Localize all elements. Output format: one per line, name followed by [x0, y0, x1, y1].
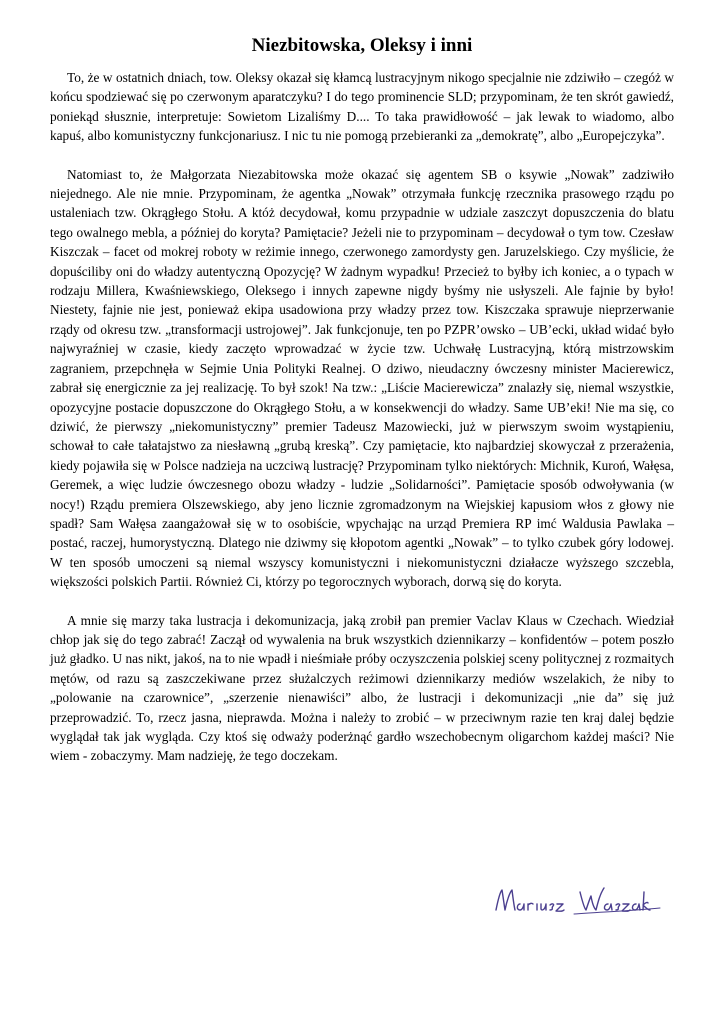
paragraph-1: To, że w ostatnich dniach, tow. Oleksy okazał się kłamcą lustracyjnym nikogo specjalnie nie zdziwiło – czegóż w końcu spodziewać się po czerwonym aparatczyku? I do tego prominencie SLD; przypominam, że ten skrót gawiedź, poniekąd słusznie, interpretuje: Sowietom Lizaliśmy D.... To taka prawidłowość – jak lewak to wiadomo, albo kapuś, albo komunistyczny funkcjonariusz. I nic tu nie pomogą przebieranki za „demokratę”, albo „Europejczyka”.	[50, 70, 674, 144]
document-title: Niezbitowska, Oleksy i inni	[251, 35, 473, 56]
paragraph-3: A mnie się marzy taka lustracja i dekomunizacja, jaką zrobił pan premier Vaclav Klaus w Czechach. Wiedział chłop jak się do tego zabrać! Zaczął od wywalenia na bruk wszystkich dziennikarzy – konfidentów – potem poszło już gładko. U nas nikt, jakoś, na to nie wpadł i nieśmiałe próby oczyszczenia polskiej sceny politycznej z rozmaitych mętów, od razu są zaszczekiwane przez służalczych reżimowi dziennikarzy mediów wszelakich, że niby to „polowanie na czarownice”, „szerzenie nienawiści” albo, że lustracji i dekomunizacji „nie da” się już przeprowadzić. To, rzecz jasna, nieprawda. Można i należy to zrobić – w przeciwnym razie ten kraj dalej będzie wyglądał tak jak wygląda. Czy ktoś się odważy poderżnąć gardło wszechobecnym oligarchom każdej maści? Nie wiem - zobaczymy. Mam nadzieję, że tego doczekam.	[50, 612, 674, 764]
handwritten-signature	[490, 870, 690, 930]
document-page	[50, 34, 674, 785]
paragraph-2: Natomiast to, że Małgorzata Niezabitowska może okazać się agentem SB o ksywie „Nowak” zadziwiło niejednego. Ale nie mnie. Przypominam, że agentka „Nowak” otrzymała funkcję rzecznika prasowego rządu po ustaleniach tzw. Okrągłego Stołu. A któż decydował, komu przypadnie w udziale zaszczyt dopuszczenia do blatu tego owalnego mebla, a później do koryta? Pamiętacie? Jeżeli nie to przypominam – decydował o tym tow. Czesław Kiszczak – facet od mokrej roboty w reżimie innego, czerwonego zamordysty gen. Jaruzelskiego. Czy myślicie, że dopuściliby oni do władzy autentyczną Opozycję? W żadnym wypadku! Przecież to byłby ich koniec, a o typach w rodzaju Millera, Kwaśniewskiego, Oleksego i innych zapewne nigdy byśmy nie usłyszeli. Ale fajnie by było! Niestety, fajnie nie jest, ponieważ ekipa usadowiona przy władzy przez tow. Kiszczaka sprawuje nieprzerwanie rządy od okresu tzw. „transformacji ustrojowej”. Jak funkcjonuje, ten po PZPR’owsko – UB’ecki, układ widać było najwyraźniej w czasie, kiedy zaczęto wprowadzać w życie tzw. Uchwałę Lustracyjną, którą mistrzowskim zagraniem, przepchnęła w Sejmie Unia Polityki Realnej. O dziwo, nieudaczny ówczesny minister Macierewicz, zabrał się energicznie za jej realizację. To był szok! Na tzw.: „Liście Macierewicza” znalazły się, niemal wszystkie, opozycyjne postacie dopuszczone do Okrągłego Stołu, a w konsekwencji do władzy. Same UB’eki! Nie ma się, co dziwić, że pierwszy „niekomunistyczny” premier Tadeusz Mazowiecki, już w pierwszym swoim wystąpieniu, schował to całe tałatajstwo za niesławną „grubą kreską”. Czy pamiętacie, kto najbardziej skowyczał z przerażenia, kiedy pojawiła się w Polsce nadzieja na uczciwą lustrację? Przypominam tylko niektórych: Michnik, Kuroń, Wałęsa, Geremek, a więc ludzie ówczesnego obozu władzy - ludzie „Solidarności”. Pamiętacie sposób odwoływania (w nocy!) Rządu premiera Olszewskiego, aby jeno licznie zgromadzonym na Wiejskiej kapusiom włos z głowy nie spadł? Sam Wałęsa zaangażował się w to osobiście, wpychając na urząd Premiera RP imć Waldusia Pawlaka – postać, raczej, humorystyczną. Dlatego nie dziwmy się kłopotom agentki „Nowak” – to tylko czubek góry lodowej. W ten sposób umoczeni są niemal wszyscy komunistyczni i niekomunistyczni działacze wyższego szczebla, większości polskich Partii. Również Ci, którzy po tegorocznych wyborach, dorwą się do koryta.	[50, 166, 674, 590]
